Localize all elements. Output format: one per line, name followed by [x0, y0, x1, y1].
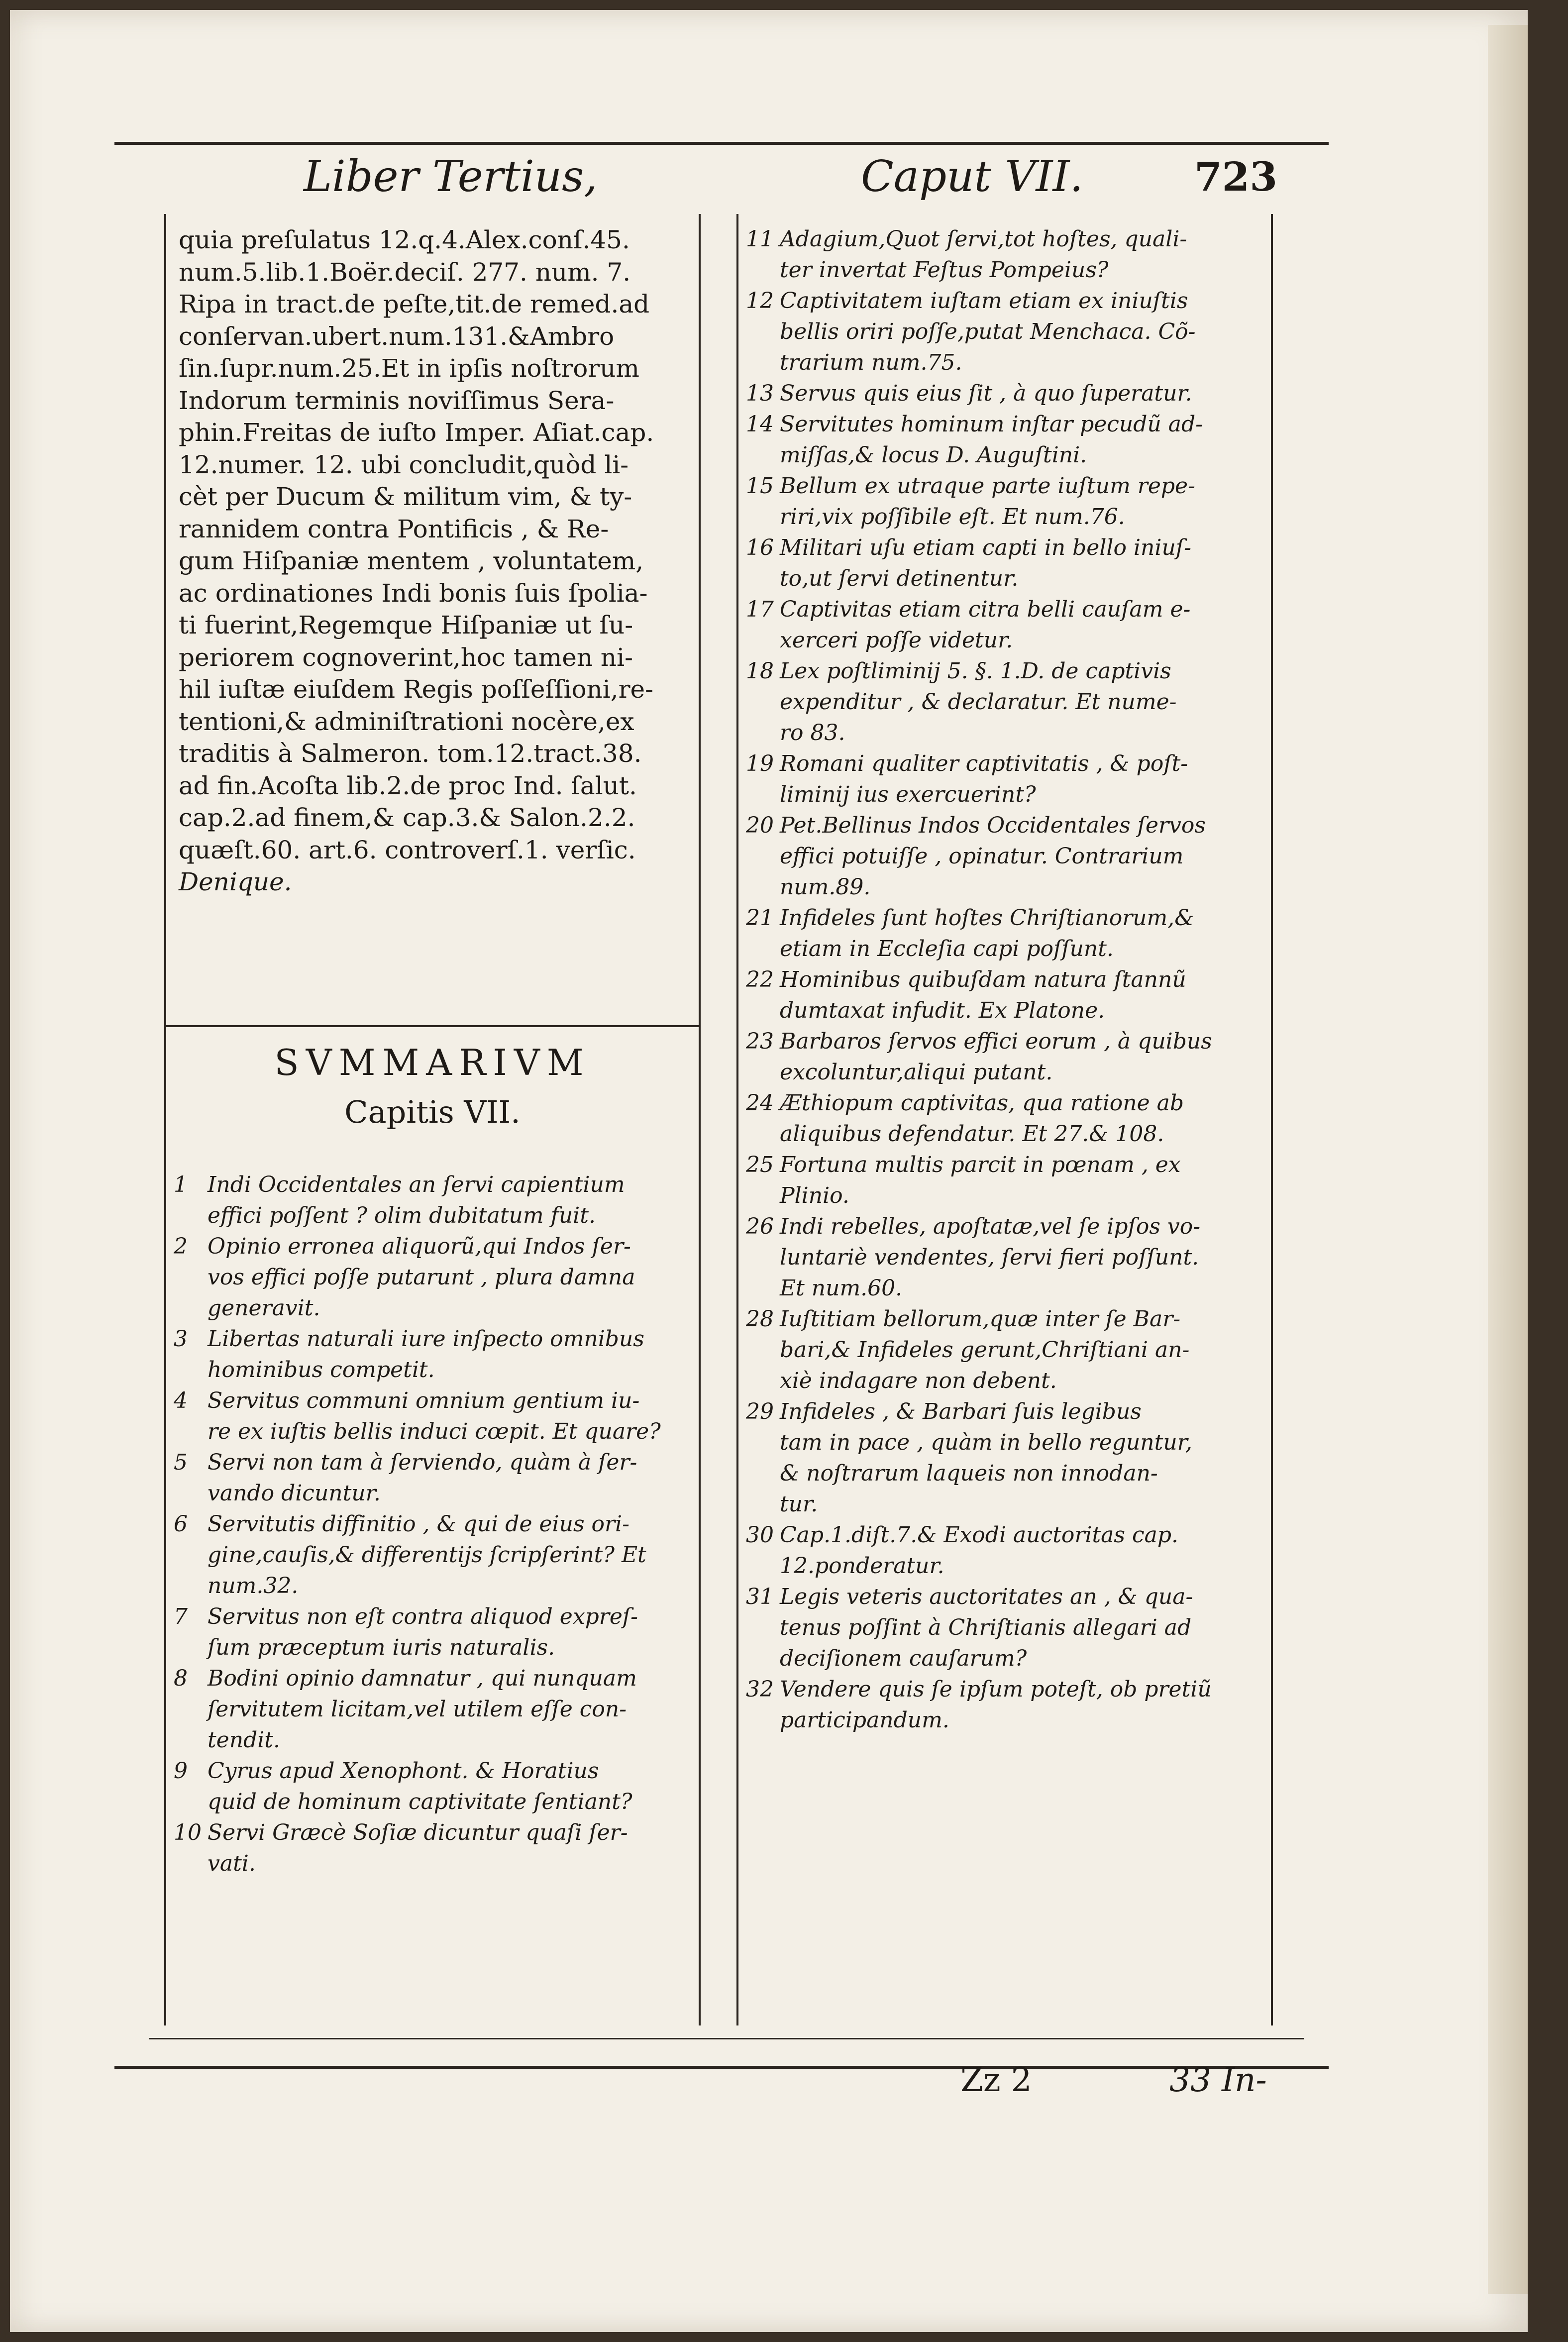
summary-list-left — [174, 1170, 694, 1879]
summary-item-line: Legis veteris auctoritates an , & qua- — [780, 1584, 1193, 1609]
summary-item-number: 5 — [174, 1450, 188, 1475]
summary-item — [746, 1520, 1266, 1582]
summary-item-text — [780, 964, 1266, 1026]
summary-item-number: 1 — [174, 1172, 188, 1197]
body-line: num.5.lib.1.Boër.deciſ. 277. num. 7. — [179, 257, 631, 287]
summary-item-line: Servitutes hominum inſtar pecudũ ad- — [780, 412, 1203, 437]
body-line: Indorum terminis noviſſimus Sera- — [179, 386, 615, 415]
summary-item-line: generavit. — [208, 1295, 320, 1321]
summary-item-line: Cyrus apud Xenophont. & Horatius — [208, 1758, 599, 1784]
summary-item-text — [208, 1663, 694, 1756]
running-title-right: Caput VII. — [861, 152, 1083, 202]
summary-item-line: Servi Græcè Soſiæ dicuntur quaſi ſer- — [208, 1820, 628, 1845]
summary-item-text — [208, 1756, 694, 1817]
summary-item-line: ro 83. — [780, 720, 845, 745]
summary-item-line: bellis oriri poſſe,putat Menchaca. Cõ- — [780, 319, 1196, 344]
summary-item-line: Militari uſu etiam capti in bello iniuſ- — [780, 535, 1191, 560]
summary-item-line: dumtaxat infudit. Ex Platone. — [780, 998, 1105, 1023]
catchword: 33 In- — [1169, 2061, 1267, 2099]
summary-item-text — [780, 1674, 1266, 1736]
summary-item-line: Servitus communi omnium gentium iu- — [208, 1388, 640, 1413]
body-line: Denique. — [179, 867, 292, 896]
summary-item-line: & noſtrarum laqueis non innodan- — [780, 1461, 1158, 1486]
summary-item-line: Infideles , & Barbari ſuis legibus — [780, 1399, 1142, 1424]
summary-item-line: Cap.1.diſt.7.& Exodi auctoritas cap. — [780, 1522, 1179, 1548]
summary-item-line: vos effici poſſe putarunt , plura damna — [208, 1265, 635, 1290]
summary-item-line: Bodini opinio damnatur , qui nunquam — [208, 1666, 637, 1691]
summary-item — [746, 1582, 1266, 1674]
summary-item-text — [780, 471, 1266, 532]
body-line: periorem cognoverint,hoc tamen ni- — [179, 642, 633, 672]
signature-mark: Zz 2 — [960, 2061, 1032, 2099]
body-line: rannidem contra Pontificis , & Re- — [179, 514, 609, 543]
summary-item-line: liminij ius exercuerint? — [780, 782, 1036, 807]
summary-item-number: 31 — [746, 1584, 774, 1609]
summary-item-line: Captivitas etiam citra belli cauſam e- — [780, 597, 1191, 622]
summary-item — [174, 1817, 694, 1879]
summary-item — [746, 224, 1266, 286]
summary-item-text — [780, 1396, 1266, 1520]
summary-item-line: Æthiopum captivitas, qua ratione ab — [780, 1090, 1184, 1116]
summary-item-line: Vendere quis ſe ipſum poteſt, ob pretiũ — [780, 1677, 1212, 1702]
summary-item-line: quid de hominum captivitate ſentiant? — [208, 1789, 632, 1814]
summary-item-line: Infideles ſunt hoſtes Chriſtianorum,& — [780, 905, 1194, 931]
summary-item-number: 2 — [174, 1234, 188, 1259]
summary-item-line: Servitutis diffinitio , & qui de eius ori- — [208, 1511, 629, 1537]
summary-item-number: 3 — [174, 1326, 188, 1352]
section-divider — [166, 1025, 699, 1027]
summary-item-line: re ex iuſtis bellis induci cœpit. Et quare? — [208, 1419, 661, 1444]
summary-item-text — [208, 1601, 694, 1663]
running-header — [124, 149, 1319, 214]
summary-item-number: 32 — [746, 1677, 774, 1702]
summary-item-line: Servus quis eius ſit , à quo ſuperatur. — [780, 381, 1192, 406]
summary-item — [746, 1211, 1266, 1304]
running-title-left: Liber Tertius, — [304, 152, 598, 202]
summary-item-number: 17 — [746, 597, 774, 622]
right-column — [736, 214, 1273, 2025]
summary-item — [746, 286, 1266, 378]
summary-item-line: tur. — [780, 1491, 818, 1517]
body-line: gum Hiſpaniæ mentem , voluntatem, — [179, 546, 644, 575]
summary-item-number: 19 — [746, 751, 774, 776]
summary-item-line: Pet.Bellinus Indos Occidentales ſervos — [780, 813, 1206, 838]
body-line: ad fin.Acoſta lib.2.de proc Ind. ſalut. — [179, 771, 637, 800]
summary-item-number: 22 — [746, 967, 774, 992]
summary-item — [174, 1509, 694, 1601]
summary-item-text — [780, 1304, 1266, 1396]
summary-subtitle: Capitis VII. — [344, 1094, 521, 1130]
summary-item-text — [780, 1150, 1266, 1211]
summary-item-line: Et num.60. — [780, 1276, 903, 1301]
summary-item-text — [208, 1324, 694, 1385]
body-line: tentioni,& adminiſtrationi nocère,ex — [179, 707, 634, 736]
summary-list-right — [746, 224, 1266, 1736]
summary-item-text — [208, 1817, 694, 1879]
summary-item-text — [780, 1582, 1266, 1674]
summary-item-line: bari,& Infideles gerunt,Chriſtiani an- — [780, 1337, 1190, 1363]
summary-item — [746, 1304, 1266, 1396]
summary-item-line: num.89. — [780, 874, 871, 900]
summary-item-number: 28 — [746, 1306, 774, 1332]
summary-item-line: excoluntur,aliqui putant. — [780, 1060, 1053, 1085]
summary-item-number: 30 — [746, 1522, 774, 1548]
summary-item-line: Hominibus quibuſdam natura ſtannũ — [780, 967, 1186, 992]
summary-item-text — [780, 286, 1266, 378]
summary-item-line: gine,cauſis,& differentijs ſcripſerint? Et — [208, 1542, 646, 1568]
summary-item-line: aliquibus defendatur. Et 27.& 108. — [780, 1121, 1164, 1147]
summary-item-number: 10 — [174, 1820, 202, 1845]
summary-item-text — [780, 903, 1266, 964]
summary-item-number: 13 — [746, 381, 774, 406]
summary-item-text — [780, 748, 1266, 810]
summary-item-number: 9 — [174, 1758, 188, 1784]
summary-item-text — [780, 810, 1266, 903]
page-number: 723 — [1194, 153, 1277, 200]
summary-item-line: deciſionem cauſarum? — [780, 1646, 1027, 1671]
summary-item-text — [780, 378, 1266, 409]
summary-item-number: 8 — [174, 1666, 188, 1691]
body-line: ac ordinationes Indi bonis ſuis ſpolia- — [179, 578, 648, 608]
summary-item — [174, 1324, 694, 1385]
summary-item-line: luntariè vendentes, ſervi fieri poſſunt. — [780, 1245, 1199, 1270]
summary-item — [746, 810, 1266, 903]
summary-item-line: miſſas,& locus D. Auguſtini. — [780, 442, 1087, 468]
footer-rule — [149, 2038, 1304, 2039]
summary-item — [746, 748, 1266, 810]
summary-item-text — [780, 656, 1266, 748]
summary-item-text — [780, 1026, 1266, 1088]
summary-item-line: tam in pace , quàm in bello reguntur, — [780, 1430, 1192, 1455]
summary-item-text — [208, 1170, 694, 1231]
summary-item-number: 21 — [746, 905, 774, 931]
summary-item-line: ter invertat Feſtus Pompeius? — [780, 257, 1109, 283]
summary-item-line: xerceri poſſe videtur. — [780, 628, 1013, 653]
body-line: hil iuſtæ eiuſdem Regis poſſeſſioni,re- — [179, 675, 654, 704]
summary-item-number: 6 — [174, 1511, 188, 1537]
page-edge — [1488, 25, 1528, 2294]
body-line: cèt per Ducum & militum vim, & ty- — [179, 482, 632, 511]
summary-item-line: to,ut ſervi detinentur. — [780, 566, 1019, 591]
body-line: ſin.ſupr.num.25.Et in ipſis noſtrorum — [179, 354, 639, 383]
summary-item-number: 24 — [746, 1090, 774, 1116]
summary-item — [746, 532, 1266, 594]
summary-item-number: 26 — [746, 1214, 774, 1239]
summary-item-line: effici poſſent ? olim dubitatum fuit. — [208, 1203, 596, 1228]
summary-item-text — [780, 224, 1266, 286]
summary-item — [174, 1385, 694, 1447]
summary-item — [746, 1088, 1266, 1150]
summary-item-text — [208, 1509, 694, 1601]
summary-item-text — [208, 1385, 694, 1447]
summary-item-text — [780, 409, 1266, 471]
summary-item-line: Indi Occidentales an ſervi capientium — [208, 1172, 625, 1197]
summary-item-number: 16 — [746, 535, 774, 560]
summary-item-line: Indi rebelles, apoſtatæ,vel ſe ipſos vo- — [780, 1214, 1201, 1239]
summary-item-line: participandum. — [780, 1707, 949, 1733]
summary-item-number: 23 — [746, 1029, 774, 1054]
summary-item-line: hominibus competit. — [208, 1357, 435, 1383]
summary-item — [746, 1396, 1266, 1520]
summary-item-line: Romani qualiter captivitatis , & poſt- — [780, 751, 1188, 776]
summary-item-line: expenditur , & declaratur. Et nume- — [780, 689, 1177, 715]
summary-item-text — [780, 1088, 1266, 1150]
body-line: Ripa in tract.de peſte,tit.de remed.ad — [179, 290, 650, 319]
summary-item-number: 15 — [746, 473, 774, 499]
summary-item-number: 14 — [746, 412, 774, 437]
body-line: 12.numer. 12. ubi concludit,quòd li- — [179, 450, 629, 479]
summary-item — [174, 1447, 694, 1509]
summary-item-line: tendit. — [208, 1727, 280, 1753]
summary-item — [746, 1674, 1266, 1736]
summary-item-line: riri,vix poſſibile eſt. Et num.76. — [780, 504, 1125, 530]
summary-title: SVMMARIVM — [274, 1042, 591, 1083]
left-column — [164, 214, 701, 2025]
summary-item-line: Servi non tam à ſerviendo, quàm à ſer- — [208, 1450, 637, 1475]
summary-item-text — [780, 594, 1266, 656]
summary-item-number: 7 — [174, 1604, 188, 1629]
summary-item-line: Iuſtitiam bellorum,quæ inter ſe Bar- — [780, 1306, 1181, 1332]
body-line: conſervan.ubert.num.131.&Ambro — [179, 321, 615, 351]
summary-item-line: ſum præceptum iuris naturalis. — [208, 1635, 555, 1660]
summary-item-line: etiam in Eccleſia capi poſſunt. — [780, 936, 1114, 961]
summary-item-line: 12.ponderatur. — [780, 1553, 944, 1579]
summary-item — [174, 1170, 694, 1231]
summary-item-line: Fortuna multis parcit in pœnam , ex — [780, 1152, 1181, 1177]
summary-item — [746, 656, 1266, 748]
summary-item — [746, 903, 1266, 964]
summary-item-number: 4 — [174, 1388, 188, 1413]
summary-item — [746, 378, 1266, 409]
summary-item-line: trarium num.75. — [780, 350, 962, 375]
summary-item-number: 18 — [746, 658, 774, 684]
summary-item-line: Adagium,Quot ſervi,tot hoſtes, quali- — [780, 226, 1187, 252]
body-line: quia preſulatus 12.q.4.Alex.conſ.45. — [179, 225, 630, 254]
summary-item-line: xiè indagare non debent. — [780, 1368, 1057, 1393]
summary-item-number: 29 — [746, 1399, 774, 1424]
summary-item-line: Opinio erronea aliquorũ,qui Indos ſer- — [208, 1234, 631, 1259]
summary-item-line: effici potuiſſe , opinatur. Contrarium — [780, 844, 1184, 869]
summary-item-number: 20 — [746, 813, 774, 838]
body-line: traditis à Salmeron. tom.12.tract.38. — [179, 739, 642, 768]
summary-item — [746, 1026, 1266, 1088]
summary-item-line: Libertas naturali iure inſpecto omnibus — [208, 1326, 644, 1352]
summary-item-line: Lex poſtliminij 5. §. 1.D. de captivis — [780, 658, 1171, 684]
summary-item-text — [208, 1231, 694, 1324]
summary-item-number: 25 — [746, 1152, 774, 1177]
summary-item-line: ſervitutem licitam,vel utilem eſſe con- — [208, 1697, 627, 1722]
summary-item — [174, 1756, 694, 1817]
summary-item — [174, 1663, 694, 1756]
summary-item-line: Captivitatem iuſtam etiam ex iniuſtis — [780, 288, 1188, 314]
summary-item-line: Bellum ex utraque parte iuſtum repe- — [780, 473, 1195, 499]
summary-item-line: Plinio. — [780, 1183, 849, 1208]
summary-item-number: 12 — [746, 288, 774, 314]
summary-item — [174, 1601, 694, 1663]
body-line: phin.Freitas de iuſto Imper. Aſiat.cap. — [179, 418, 654, 447]
summary-item — [174, 1231, 694, 1324]
summary-item — [746, 409, 1266, 471]
summary-item-number: 11 — [746, 226, 774, 252]
summary-item-line: vati. — [208, 1851, 256, 1876]
summary-item-text — [780, 1211, 1266, 1304]
body-line: cap.2.ad finem,& cap.3.& Salon.2.2. — [179, 803, 635, 832]
summary-item-text — [208, 1447, 694, 1509]
body-line: quæſt.60. art.6. controverſ.1. verſic. — [179, 835, 636, 864]
summary-item — [746, 471, 1266, 532]
summary-item-line: vando dicuntur. — [208, 1481, 381, 1506]
body-paragraph — [179, 224, 691, 898]
summary-item-line: num.32. — [208, 1573, 299, 1598]
summary-item-line: Barbaros ſervos effici eorum , à quibus — [780, 1029, 1212, 1054]
summary-item-line: Servitus non eſt contra aliquod expreſ- — [208, 1604, 638, 1629]
summary-item-text — [780, 1520, 1266, 1582]
summary-item — [746, 1150, 1266, 1211]
summary-item — [746, 964, 1266, 1026]
summary-item — [746, 594, 1266, 656]
body-line: ti fuerint,Regemque Hiſpaniæ ut ſu- — [179, 611, 633, 639]
summary-item-line: tenus poſſint à Chriſtianis allegari ad — [780, 1615, 1192, 1640]
summary-item-text — [780, 532, 1266, 594]
